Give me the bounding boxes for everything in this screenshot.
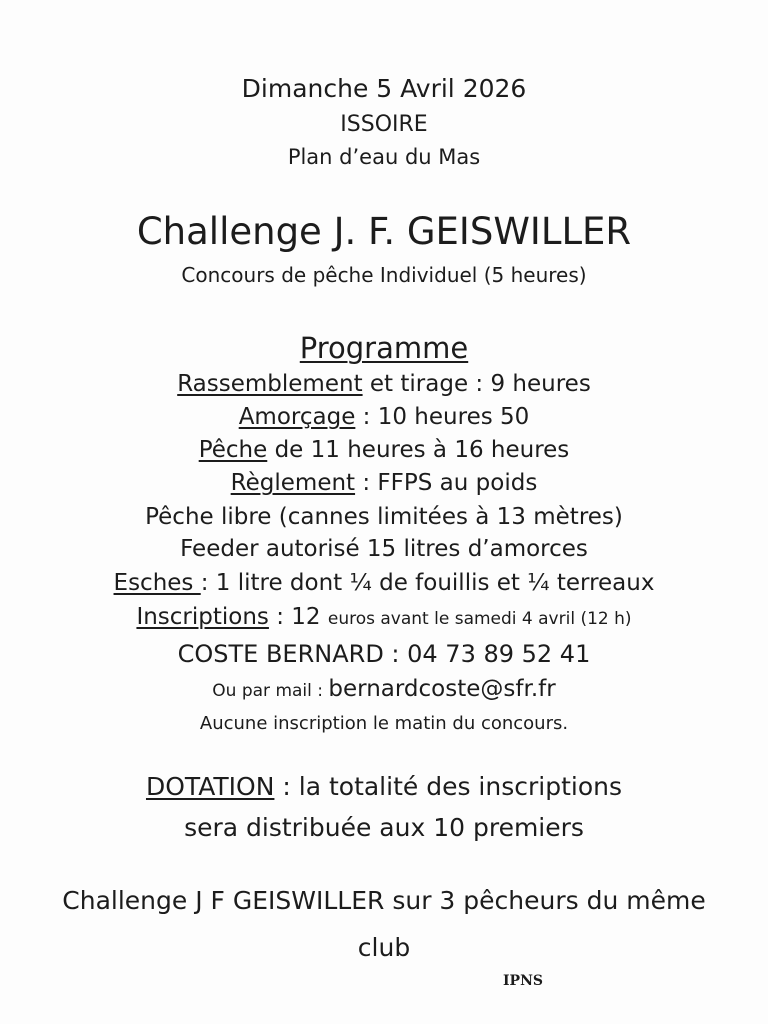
esches-text: : 1 litre dont ¼ de fouillis et ¼ terreaux — [200, 570, 655, 596]
programme-row-reglement — [0, 472, 768, 495]
club-challenge-line1: Challenge J F GEISWILLER sur 3 pêcheurs du même — [62, 886, 706, 915]
programme-row-amorcage — [0, 406, 768, 429]
club-challenge-line2: club — [357, 933, 411, 962]
mail-address: bernardcoste@sfr.fr — [328, 676, 556, 702]
challenge-title: Challenge J. F. GEISWILLER — [136, 210, 632, 253]
row-label: Règlement — [230, 470, 356, 496]
row-label: Pêche — [198, 437, 268, 463]
inscriptions-detail: euros avant le samedi 4 avril (12 h) — [327, 609, 632, 629]
feeder-line: Feeder autorisé 15 litres d’amorces — [180, 536, 588, 562]
programme-row-peche — [0, 439, 768, 462]
esches-line — [0, 572, 768, 595]
inscriptions-label: Inscriptions — [136, 604, 269, 630]
challenge-subtitle: Concours de pêche Individuel (5 heures) — [181, 263, 587, 287]
row-label: Rassemblement — [177, 371, 363, 397]
mail-line — [0, 678, 768, 701]
peche-libre-line: Pêche libre (cannes limitées à 13 mètres) — [145, 504, 623, 530]
row-text: : 10 heures 50 — [355, 404, 530, 430]
programme-heading-text: Programme — [299, 331, 469, 365]
inscriptions-sep: : 12 — [268, 604, 328, 630]
ipns-mention: IPNS — [503, 973, 543, 989]
no-morning-registration: Aucune inscription le matin du concours. — [199, 713, 569, 734]
event-date: Dimanche 5 Avril 2026 — [241, 74, 527, 103]
event-venue: Plan d’eau du Mas — [287, 145, 481, 169]
esches-label: Esches — [113, 570, 201, 596]
inscriptions-line — [0, 606, 768, 629]
contact-line: COSTE BERNARD : 04 73 89 52 41 — [177, 640, 591, 668]
event-city: ISSOIRE — [340, 112, 428, 137]
dotation-label: DOTATION — [145, 772, 275, 801]
dotation-line — [0, 774, 768, 799]
dotation-line2: sera distribuée aux 10 premiers — [184, 813, 584, 842]
dotation-text: : la totalité des inscriptions — [274, 772, 622, 801]
programme-heading — [0, 331, 768, 365]
row-text: et tirage : 9 heures — [362, 371, 591, 397]
row-label: Amorçage — [238, 404, 356, 430]
row-text: : FFPS au poids — [355, 470, 538, 496]
mail-prefix: Ou par mail : — [212, 681, 329, 701]
row-text: de 11 heures à 16 heures — [267, 437, 570, 463]
programme-row-rassemblement — [0, 373, 768, 396]
